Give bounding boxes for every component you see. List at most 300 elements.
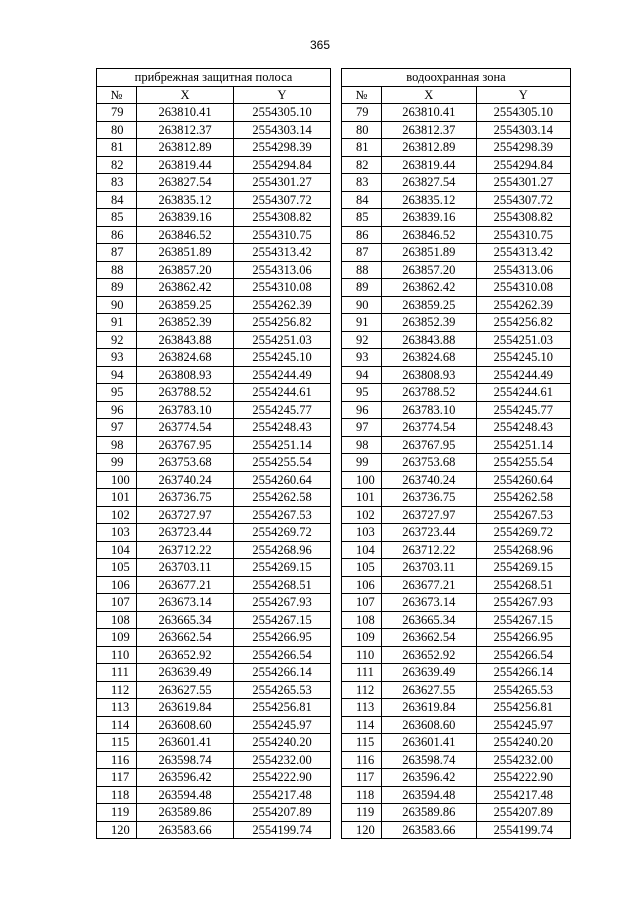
table-row	[342, 559, 571, 577]
table-row	[342, 611, 571, 629]
x-coordinate: 263843.88	[382, 331, 477, 349]
point-number: 87	[342, 244, 382, 262]
table-row	[97, 314, 331, 332]
x-coordinate: 263862.42	[382, 279, 477, 297]
point-number: 84	[342, 191, 382, 209]
point-number: 104	[97, 541, 137, 559]
x-coordinate: 263846.52	[137, 226, 234, 244]
point-number: 108	[342, 611, 382, 629]
point-number: 82	[342, 156, 382, 174]
y-coordinate: 2554268.51	[476, 576, 571, 594]
point-number: 114	[97, 716, 137, 734]
x-coordinate: 263639.49	[137, 664, 234, 682]
point-number: 94	[342, 366, 382, 384]
table-row	[342, 209, 571, 227]
column-header-number: №	[342, 86, 382, 104]
point-number: 105	[97, 559, 137, 577]
y-coordinate: 2554262.58	[476, 489, 571, 507]
y-coordinate: 2554256.81	[234, 699, 331, 717]
y-coordinate: 2554244.61	[234, 384, 331, 402]
x-coordinate: 263652.92	[137, 646, 234, 664]
point-number: 99	[97, 454, 137, 472]
table-row	[342, 244, 571, 262]
table-row	[97, 664, 331, 682]
point-number: 81	[97, 139, 137, 157]
table-row	[97, 734, 331, 752]
x-coordinate: 263835.12	[382, 191, 477, 209]
y-coordinate: 2554269.15	[476, 559, 571, 577]
y-coordinate: 2554251.03	[476, 331, 571, 349]
y-coordinate: 2554269.72	[476, 524, 571, 542]
table-row	[97, 366, 331, 384]
point-number: 82	[97, 156, 137, 174]
x-coordinate: 263851.89	[137, 244, 234, 262]
x-coordinate: 263843.88	[137, 331, 234, 349]
y-coordinate: 2554305.10	[476, 104, 571, 122]
x-coordinate: 263619.84	[137, 699, 234, 717]
y-coordinate: 2554207.89	[234, 804, 331, 822]
x-coordinate: 263673.14	[137, 594, 234, 612]
y-coordinate: 2554251.14	[234, 436, 331, 454]
table-row	[97, 646, 331, 664]
point-number: 91	[97, 314, 137, 332]
point-number: 119	[342, 804, 382, 822]
x-coordinate: 263596.42	[382, 769, 477, 787]
table-row	[97, 559, 331, 577]
y-coordinate: 2554245.77	[234, 401, 331, 419]
coordinate-tables	[96, 68, 571, 838]
point-number: 83	[97, 174, 137, 192]
y-coordinate: 2554313.06	[234, 261, 331, 279]
x-coordinate: 263727.97	[382, 506, 477, 524]
point-number: 109	[342, 629, 382, 647]
coastal-strip-rows	[97, 104, 331, 839]
table-row	[342, 734, 571, 752]
y-coordinate: 2554301.27	[476, 174, 571, 192]
table-row	[97, 576, 331, 594]
column-header-y: Y	[234, 86, 331, 104]
x-coordinate: 263812.89	[382, 139, 477, 157]
point-number: 102	[342, 506, 382, 524]
table-row	[97, 699, 331, 717]
point-number: 97	[342, 419, 382, 437]
point-number: 109	[97, 629, 137, 647]
x-coordinate: 263596.42	[137, 769, 234, 787]
x-coordinate: 263594.48	[382, 786, 477, 804]
point-number: 88	[342, 261, 382, 279]
point-number: 92	[342, 331, 382, 349]
point-number: 85	[342, 209, 382, 227]
y-coordinate: 2554266.54	[234, 646, 331, 664]
y-coordinate: 2554199.74	[476, 821, 571, 839]
table-row	[97, 506, 331, 524]
y-coordinate: 2554244.49	[234, 366, 331, 384]
y-coordinate: 2554255.54	[476, 454, 571, 472]
x-coordinate: 263589.86	[382, 804, 477, 822]
x-coordinate: 263783.10	[382, 401, 477, 419]
point-number: 93	[97, 349, 137, 367]
x-coordinate: 263808.93	[382, 366, 477, 384]
table-row	[342, 419, 571, 437]
y-coordinate: 2554245.97	[234, 716, 331, 734]
x-coordinate: 263753.68	[382, 454, 477, 472]
column-header-x: X	[137, 86, 234, 104]
point-number: 97	[97, 419, 137, 437]
x-coordinate: 263589.86	[137, 804, 234, 822]
point-number: 112	[342, 681, 382, 699]
table-row	[342, 401, 571, 419]
table-row	[342, 769, 571, 787]
table-row	[97, 331, 331, 349]
point-number: 103	[342, 524, 382, 542]
x-coordinate: 263810.41	[137, 104, 234, 122]
x-coordinate: 263851.89	[382, 244, 477, 262]
y-coordinate: 2554298.39	[476, 139, 571, 157]
x-coordinate: 263767.95	[137, 436, 234, 454]
table-row	[97, 279, 331, 297]
point-number: 106	[97, 576, 137, 594]
y-coordinate: 2554255.54	[234, 454, 331, 472]
x-coordinate: 263846.52	[382, 226, 477, 244]
y-coordinate: 2554269.15	[234, 559, 331, 577]
x-coordinate: 263774.54	[137, 419, 234, 437]
y-coordinate: 2554256.81	[476, 699, 571, 717]
x-coordinate: 263723.44	[382, 524, 477, 542]
table-row	[342, 786, 571, 804]
y-coordinate: 2554266.14	[234, 664, 331, 682]
x-coordinate: 263583.66	[382, 821, 477, 839]
y-coordinate: 2554267.93	[234, 594, 331, 612]
point-number: 94	[97, 366, 137, 384]
point-number: 116	[97, 751, 137, 769]
x-coordinate: 263665.34	[382, 611, 477, 629]
x-coordinate: 263827.54	[137, 174, 234, 192]
x-coordinate: 263673.14	[382, 594, 477, 612]
point-number: 92	[97, 331, 137, 349]
point-number: 96	[97, 401, 137, 419]
y-coordinate: 2554268.96	[234, 541, 331, 559]
table-row	[97, 401, 331, 419]
point-number: 104	[342, 541, 382, 559]
y-coordinate: 2554313.42	[476, 244, 571, 262]
y-coordinate: 2554207.89	[476, 804, 571, 822]
y-coordinate: 2554310.75	[476, 226, 571, 244]
table-row	[342, 436, 571, 454]
x-coordinate: 263601.41	[137, 734, 234, 752]
table-row	[97, 436, 331, 454]
table-row	[342, 191, 571, 209]
point-number: 98	[342, 436, 382, 454]
point-number: 93	[342, 349, 382, 367]
y-coordinate: 2554267.15	[476, 611, 571, 629]
x-coordinate: 263835.12	[137, 191, 234, 209]
y-coordinate: 2554310.75	[234, 226, 331, 244]
x-coordinate: 263824.68	[382, 349, 477, 367]
table-row	[342, 489, 571, 507]
y-coordinate: 2554232.00	[234, 751, 331, 769]
y-coordinate: 2554266.54	[476, 646, 571, 664]
x-coordinate: 263583.66	[137, 821, 234, 839]
table-row	[342, 541, 571, 559]
point-number: 91	[342, 314, 382, 332]
point-number: 113	[342, 699, 382, 717]
table-row	[342, 681, 571, 699]
point-number: 80	[97, 121, 137, 139]
x-coordinate: 263727.97	[137, 506, 234, 524]
point-number: 107	[97, 594, 137, 612]
x-coordinate: 263627.55	[137, 681, 234, 699]
table-row	[342, 279, 571, 297]
point-number: 120	[342, 821, 382, 839]
table-row	[342, 804, 571, 822]
table-row	[97, 349, 331, 367]
point-number: 86	[97, 226, 137, 244]
x-coordinate: 263736.75	[382, 489, 477, 507]
point-number: 85	[97, 209, 137, 227]
point-number: 106	[342, 576, 382, 594]
table-row	[97, 226, 331, 244]
table-row	[342, 156, 571, 174]
y-coordinate: 2554245.10	[234, 349, 331, 367]
table-row	[97, 244, 331, 262]
x-coordinate: 263857.20	[137, 261, 234, 279]
y-coordinate: 2554244.49	[476, 366, 571, 384]
point-number: 103	[97, 524, 137, 542]
y-coordinate: 2554265.53	[476, 681, 571, 699]
coastal-strip-table	[96, 68, 331, 839]
x-coordinate: 263862.42	[137, 279, 234, 297]
table-row	[97, 524, 331, 542]
table-row	[97, 821, 331, 839]
table-row	[342, 716, 571, 734]
x-coordinate: 263812.37	[137, 121, 234, 139]
table-row	[342, 646, 571, 664]
y-coordinate: 2554232.00	[476, 751, 571, 769]
column-header-number: №	[97, 86, 137, 104]
x-coordinate: 263598.74	[382, 751, 477, 769]
point-number: 87	[97, 244, 137, 262]
point-number: 95	[97, 384, 137, 402]
y-coordinate: 2554310.08	[234, 279, 331, 297]
point-number: 115	[97, 734, 137, 752]
table-row	[342, 366, 571, 384]
table-row	[97, 139, 331, 157]
x-coordinate: 263859.25	[137, 296, 234, 314]
point-number: 117	[97, 769, 137, 787]
x-coordinate: 263723.44	[137, 524, 234, 542]
point-number: 95	[342, 384, 382, 402]
x-coordinate: 263677.21	[382, 576, 477, 594]
point-number: 113	[97, 699, 137, 717]
x-coordinate: 263812.37	[382, 121, 477, 139]
point-number: 115	[342, 734, 382, 752]
x-coordinate: 263808.93	[137, 366, 234, 384]
table-row	[97, 209, 331, 227]
table-row	[342, 384, 571, 402]
table-row	[342, 139, 571, 157]
point-number: 79	[342, 104, 382, 122]
x-coordinate: 263810.41	[382, 104, 477, 122]
point-number: 101	[97, 489, 137, 507]
table-row	[97, 261, 331, 279]
coastal-strip-title: прибрежная защитная полоса	[97, 69, 331, 87]
point-number: 81	[342, 139, 382, 157]
y-coordinate: 2554262.58	[234, 489, 331, 507]
x-coordinate: 263812.89	[137, 139, 234, 157]
x-coordinate: 263652.92	[382, 646, 477, 664]
table-row	[342, 699, 571, 717]
table-row	[97, 804, 331, 822]
y-coordinate: 2554256.82	[234, 314, 331, 332]
point-number: 80	[342, 121, 382, 139]
point-number: 100	[342, 471, 382, 489]
x-coordinate: 263598.74	[137, 751, 234, 769]
table-row	[342, 576, 571, 594]
y-coordinate: 2554245.10	[476, 349, 571, 367]
y-coordinate: 2554199.74	[234, 821, 331, 839]
y-coordinate: 2554268.51	[234, 576, 331, 594]
y-coordinate: 2554266.95	[476, 629, 571, 647]
y-coordinate: 2554303.14	[234, 121, 331, 139]
table-row	[97, 191, 331, 209]
x-coordinate: 263736.75	[137, 489, 234, 507]
x-coordinate: 263774.54	[382, 419, 477, 437]
y-coordinate: 2554267.93	[476, 594, 571, 612]
table-row	[97, 681, 331, 699]
x-coordinate: 263839.16	[137, 209, 234, 227]
x-coordinate: 263703.11	[382, 559, 477, 577]
y-coordinate: 2554251.14	[476, 436, 571, 454]
point-number: 100	[97, 471, 137, 489]
table-row	[97, 541, 331, 559]
table-row	[342, 524, 571, 542]
table-row	[342, 121, 571, 139]
point-number: 83	[342, 174, 382, 192]
table-row	[97, 786, 331, 804]
water-protection-zone-table	[341, 68, 571, 839]
table-row	[342, 454, 571, 472]
y-coordinate: 2554251.03	[234, 331, 331, 349]
point-number: 111	[97, 664, 137, 682]
x-coordinate: 263619.84	[382, 699, 477, 717]
x-coordinate: 263662.54	[382, 629, 477, 647]
x-coordinate: 263852.39	[137, 314, 234, 332]
table-row	[342, 296, 571, 314]
water-protection-zone-rows	[342, 104, 571, 839]
table-row	[97, 121, 331, 139]
x-coordinate: 263819.44	[382, 156, 477, 174]
y-coordinate: 2554268.96	[476, 541, 571, 559]
y-coordinate: 2554260.64	[234, 471, 331, 489]
table-row	[97, 594, 331, 612]
point-number: 79	[97, 104, 137, 122]
x-coordinate: 263662.54	[137, 629, 234, 647]
x-coordinate: 263677.21	[137, 576, 234, 594]
x-coordinate: 263740.24	[382, 471, 477, 489]
point-number: 102	[97, 506, 137, 524]
table-row	[342, 751, 571, 769]
table-row	[342, 226, 571, 244]
y-coordinate: 2554260.64	[476, 471, 571, 489]
y-coordinate: 2554267.15	[234, 611, 331, 629]
y-coordinate: 2554262.39	[234, 296, 331, 314]
x-coordinate: 263783.10	[137, 401, 234, 419]
y-coordinate: 2554245.97	[476, 716, 571, 734]
point-number: 98	[97, 436, 137, 454]
table-row	[97, 489, 331, 507]
x-coordinate: 263703.11	[137, 559, 234, 577]
x-coordinate: 263753.68	[137, 454, 234, 472]
x-coordinate: 263824.68	[137, 349, 234, 367]
x-coordinate: 263608.60	[382, 716, 477, 734]
point-number: 89	[97, 279, 137, 297]
point-number: 118	[97, 786, 137, 804]
y-coordinate: 2554266.14	[476, 664, 571, 682]
table-row	[97, 769, 331, 787]
x-coordinate: 263712.22	[137, 541, 234, 559]
y-coordinate: 2554305.10	[234, 104, 331, 122]
point-number: 114	[342, 716, 382, 734]
y-coordinate: 2554307.72	[476, 191, 571, 209]
y-coordinate: 2554217.48	[234, 786, 331, 804]
point-number: 107	[342, 594, 382, 612]
y-coordinate: 2554298.39	[234, 139, 331, 157]
table-row	[342, 331, 571, 349]
x-coordinate: 263859.25	[382, 296, 477, 314]
x-coordinate: 263857.20	[382, 261, 477, 279]
table-row	[97, 384, 331, 402]
page-number: 365	[309, 38, 331, 52]
table-row	[342, 349, 571, 367]
x-coordinate: 263788.52	[382, 384, 477, 402]
y-coordinate: 2554313.06	[476, 261, 571, 279]
table-row	[97, 471, 331, 489]
table-row	[342, 506, 571, 524]
y-coordinate: 2554256.82	[476, 314, 571, 332]
point-number: 90	[342, 296, 382, 314]
table-row	[97, 156, 331, 174]
point-number: 90	[97, 296, 137, 314]
table-row	[342, 594, 571, 612]
x-coordinate: 263594.48	[137, 786, 234, 804]
y-coordinate: 2554248.43	[476, 419, 571, 437]
point-number: 96	[342, 401, 382, 419]
table-row	[342, 664, 571, 682]
y-coordinate: 2554262.39	[476, 296, 571, 314]
y-coordinate: 2554310.08	[476, 279, 571, 297]
y-coordinate: 2554222.90	[234, 769, 331, 787]
x-coordinate: 263827.54	[382, 174, 477, 192]
table-row	[342, 314, 571, 332]
y-coordinate: 2554294.84	[234, 156, 331, 174]
y-coordinate: 2554294.84	[476, 156, 571, 174]
x-coordinate: 263712.22	[382, 541, 477, 559]
point-number: 110	[97, 646, 137, 664]
x-coordinate: 263839.16	[382, 209, 477, 227]
x-coordinate: 263601.41	[382, 734, 477, 752]
point-number: 105	[342, 559, 382, 577]
x-coordinate: 263740.24	[137, 471, 234, 489]
y-coordinate: 2554222.90	[476, 769, 571, 787]
table-row	[97, 296, 331, 314]
x-coordinate: 263819.44	[137, 156, 234, 174]
table-row	[342, 174, 571, 192]
y-coordinate: 2554308.82	[476, 209, 571, 227]
water-protection-zone-title: водоохранная зона	[342, 69, 571, 87]
table-row	[97, 751, 331, 769]
y-coordinate: 2554307.72	[234, 191, 331, 209]
table-row	[342, 471, 571, 489]
